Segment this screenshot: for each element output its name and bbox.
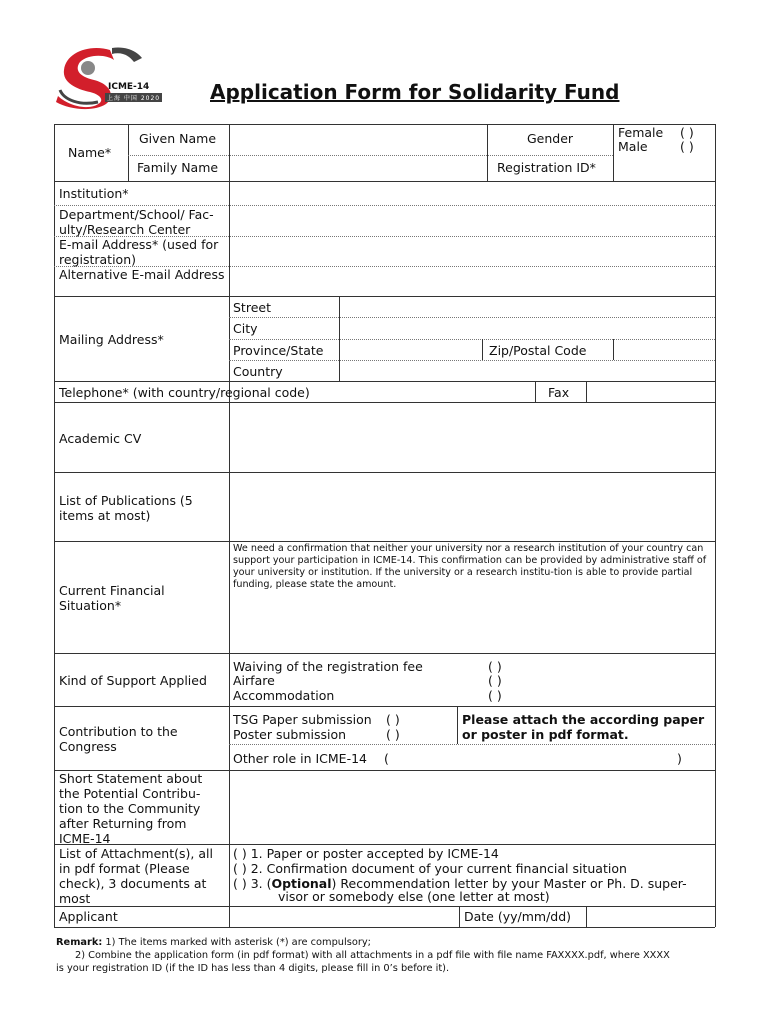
- fax-label: Fax: [548, 385, 570, 400]
- street-input[interactable]: [341, 298, 713, 316]
- given-name-input[interactable]: [231, 126, 485, 154]
- street-label: Street: [233, 300, 271, 315]
- support-option-accommodation: Accommodation: [233, 688, 335, 703]
- attach-item-1[interactable]: ( ) 1. Paper or poster accepted by ICME-14: [233, 846, 499, 861]
- tsg-checkbox[interactable]: ( ): [386, 712, 400, 727]
- alt-email-label: Alternative E-mail Address: [59, 267, 225, 282]
- remark-line-1: [56, 936, 371, 949]
- support-checkbox-airfare[interactable]: ( ): [488, 673, 502, 688]
- country-input[interactable]: [341, 362, 713, 380]
- line: [229, 124, 230, 927]
- line: [613, 339, 614, 360]
- zip-input[interactable]: [615, 341, 713, 359]
- line: [54, 906, 715, 907]
- support-checkbox-accommodation[interactable]: ( ): [488, 688, 502, 703]
- line: [229, 360, 715, 361]
- telephone-input[interactable]: [339, 383, 533, 401]
- email-input[interactable]: [231, 238, 713, 265]
- family-name-label: Family Name: [137, 160, 219, 175]
- academic-cv-label: Academic CV: [59, 431, 142, 446]
- province-input[interactable]: [341, 341, 480, 359]
- line: [459, 906, 460, 927]
- country-label: Country: [233, 364, 283, 379]
- city-label: City: [233, 321, 258, 336]
- mailing-address-label: Mailing Address*: [59, 332, 164, 347]
- city-input[interactable]: [341, 319, 713, 338]
- line: [54, 181, 715, 182]
- line: [535, 381, 536, 402]
- publications-label: List of Publications (5 items at most): [59, 493, 193, 523]
- remark-line-2: 2) Combine the application form (in pdf format) with all attachments in a pdf file with file name FAXXXX.pdf, where XXXX: [75, 950, 670, 961]
- other-role-open: (: [384, 751, 389, 766]
- statement-input[interactable]: [231, 772, 713, 843]
- line: [54, 541, 715, 542]
- line: [54, 706, 715, 707]
- institution-label: Institution*: [59, 186, 129, 201]
- department-input[interactable]: [231, 207, 713, 235]
- support-checkbox-fee[interactable]: ( ): [488, 659, 502, 674]
- zip-label: Zip/Postal Code: [489, 343, 587, 358]
- other-role-close: ): [677, 751, 682, 766]
- male-checkbox[interactable]: ( ): [680, 139, 694, 154]
- financial-note: We need a confirmation that neither your university nor a research institution of your country can support your participation in ICME-14. This confirmation can be provided by administrative staff of your university or institution. If the university or a research institu-tion is able to provide partial funding, please state the amount.: [233, 543, 707, 590]
- support-option-airfare: Airfare: [233, 673, 275, 688]
- line: [487, 124, 488, 181]
- attach-item-3-cont: visor or somebody else (one letter at most): [278, 889, 550, 904]
- border-bottom: [54, 927, 715, 928]
- applicant-input[interactable]: [231, 908, 457, 926]
- attach-item-3-optional: Optional: [271, 876, 332, 891]
- date-input[interactable]: [588, 908, 713, 926]
- attachments-label: List of Attachment(s), all in pdf format (Please check), 3 documents at most: [59, 846, 213, 906]
- female-label: Female: [618, 125, 664, 140]
- support-option-fee: Waiving of the registration fee: [233, 659, 423, 674]
- date-label: Date (yy/mm/dd): [464, 909, 572, 924]
- line: [229, 339, 715, 340]
- attach-item-3-post: ) Recommendation letter by your Master or Ph. D. super-: [331, 876, 687, 891]
- registration-id-label: Registration ID*: [497, 160, 596, 175]
- financial-label: Current Financial Situation*: [59, 583, 165, 613]
- name-label: Name*: [68, 145, 112, 160]
- male-label: Male: [618, 139, 648, 154]
- academic-cv-input[interactable]: [231, 404, 713, 471]
- other-role-label: Other role in ICME-14: [233, 751, 367, 766]
- tsg-label: TSG Paper submission: [233, 712, 372, 727]
- line: [229, 744, 715, 745]
- border-top: [54, 124, 715, 125]
- logo-subtext: 上海 中国 2020: [107, 95, 161, 102]
- statement-label: Short Statement about the Potential Contribu-tion to the Community after Returning from ICME-14: [59, 771, 203, 846]
- female-checkbox[interactable]: ( ): [680, 125, 694, 140]
- line: [54, 402, 715, 403]
- given-name-label: Given Name: [139, 131, 217, 146]
- line: [54, 296, 715, 297]
- publications-input[interactable]: [231, 474, 713, 540]
- line: [613, 124, 614, 181]
- attach-item-2[interactable]: ( ) 2. Confirmation document of your current financial situation: [233, 861, 627, 876]
- fax-input[interactable]: [588, 383, 713, 401]
- remark-text-1: 1) The items marked with asterisk (*) are compulsory;: [102, 937, 371, 948]
- attach-item-3-pre: ( ) 3. (: [233, 876, 272, 891]
- support-label: Kind of Support Applied: [59, 673, 207, 688]
- other-role-input[interactable]: [392, 748, 674, 766]
- poster-label: Poster submission: [233, 727, 347, 742]
- family-name-input[interactable]: [231, 157, 485, 180]
- telephone-label: Telephone* (with country/regional code): [59, 385, 310, 400]
- line: [128, 155, 613, 156]
- line: [482, 339, 483, 360]
- poster-checkbox[interactable]: ( ): [386, 727, 400, 742]
- line: [54, 381, 715, 382]
- remark-line-3: is your registration ID (if the ID has less than 4 digits, please fill in 0’s before it).: [56, 963, 450, 974]
- gender-label: Gender: [527, 131, 574, 146]
- email-label: E-mail Address* (used for registration): [59, 237, 219, 267]
- line: [229, 317, 715, 318]
- line: [586, 906, 587, 927]
- institution-input[interactable]: [231, 183, 713, 204]
- line: [586, 381, 587, 402]
- contribution-label: Contribution to the Congress: [59, 724, 178, 754]
- border-right: [715, 124, 716, 927]
- logo-text: ICME-14: [108, 82, 150, 92]
- line: [457, 706, 458, 744]
- line: [54, 472, 715, 473]
- registration-id-input[interactable]: [615, 157, 713, 180]
- line: [128, 124, 129, 181]
- line: [54, 653, 715, 654]
- attach-note: Please attach the according paper or poster in pdf format.: [462, 712, 705, 742]
- remark-label: Remark:: [56, 937, 103, 948]
- form-title: Application Form for Solidarity Fund: [210, 80, 620, 104]
- border-left: [54, 124, 55, 927]
- financial-input[interactable]: [231, 595, 713, 652]
- line: [54, 205, 715, 206]
- applicant-label: Applicant: [59, 909, 118, 924]
- department-label: Department/School/ Fac-ulty/Research Center: [59, 207, 214, 237]
- alt-email-input[interactable]: [231, 268, 713, 295]
- province-label: Province/State: [233, 343, 324, 358]
